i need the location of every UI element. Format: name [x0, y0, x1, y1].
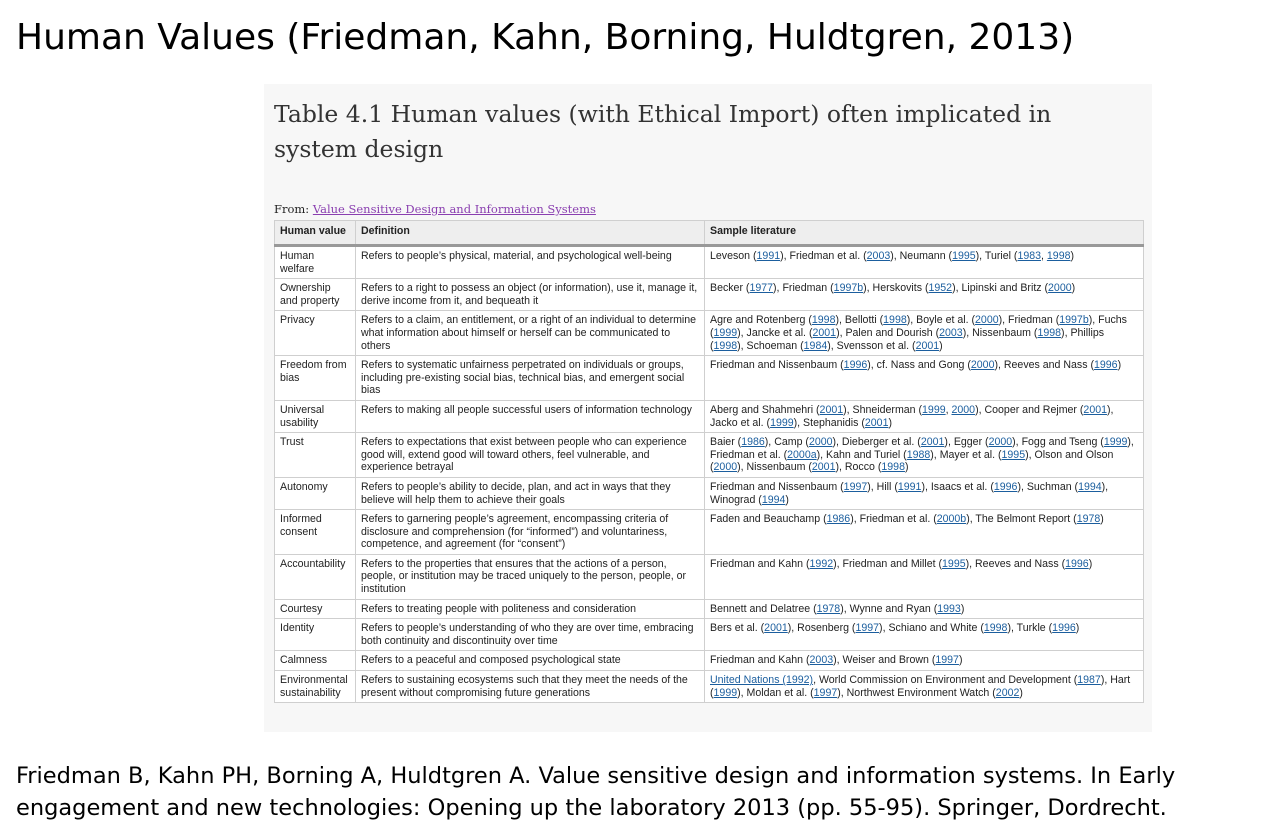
literature-text: Bennett and Delatree (	[710, 602, 817, 615]
literature-text: ), Jacko et al. (	[710, 403, 1114, 429]
citation-year-link[interactable]: 2000	[975, 314, 999, 327]
literature-text: ), Friedman et al. (	[710, 436, 1134, 461]
table-row	[275, 433, 1144, 478]
cell-sample-literature	[705, 356, 1144, 401]
citation-year-link[interactable]: 1997	[855, 622, 880, 635]
citation-year-link[interactable]: 2000	[713, 461, 738, 474]
cell-definition: Refers to treating people with politeness and consideration	[356, 599, 705, 619]
cell-human-value: Environmental sustainability	[275, 671, 356, 703]
citation-year-link[interactable]: 1994	[1078, 480, 1102, 493]
cell-definition: Refers to people’s understanding of who they are over time, embracing both continuity and discontinuity over time	[356, 619, 705, 651]
citation-year-link[interactable]: 1998	[713, 339, 738, 352]
table-row	[275, 311, 1144, 356]
literature-text: ), Friedman (	[773, 282, 834, 295]
cell-definition: Refers to a peaceful and composed psychological state	[356, 651, 705, 671]
cell-human-value: Calmness	[275, 651, 356, 671]
literature-text: ), Isaacs et al. (	[921, 480, 994, 493]
literature-text: ), Bellotti (	[835, 314, 884, 327]
literature-text: )	[939, 339, 943, 352]
table-row	[275, 477, 1144, 509]
cell-sample-literature	[705, 311, 1144, 356]
citation-year-link[interactable]: 2000	[808, 436, 833, 449]
literature-text: ), Turiel (	[975, 250, 1018, 262]
citation-year-link[interactable]: 1998	[811, 314, 836, 327]
cell-definition: Refers to a right to possess an object (or information), use it, manage it, derive income from it, and bequeath it	[356, 279, 705, 311]
citation-year-link[interactable]: 1997	[935, 654, 959, 667]
cell-sample-literature	[705, 400, 1144, 432]
citation-year-link[interactable]: 1999	[713, 686, 738, 699]
citation-year-link[interactable]: 1997	[843, 480, 868, 493]
citation-year-link[interactable]: 1999	[713, 326, 738, 339]
cell-definition: Refers to expectations that exist between people who can experience good will, extend good will toward others, feel vulnerable, and experience betrayal	[356, 433, 705, 478]
literature-text: ), Fogg and Tseng (	[1012, 436, 1104, 449]
literature-text: ), Friedman and Millet (	[833, 557, 943, 570]
citation-year-link[interactable]: 1998	[1046, 250, 1071, 262]
citation-year-link[interactable]: 2001	[915, 339, 940, 352]
citation-year-link[interactable]: 1997b	[833, 282, 864, 295]
literature-text: ), Svensson et al. (	[827, 339, 916, 352]
table-screenshot-panel	[264, 84, 1152, 732]
literature-text: ), Lipinski and Britz (	[952, 282, 1049, 295]
citation-year-link[interactable]: 1999	[770, 416, 794, 429]
literature-text: ), Reeves and Nass (	[994, 359, 1094, 372]
cell-sample-literature	[705, 510, 1144, 555]
citation-year-link[interactable]: 1999	[1103, 436, 1128, 449]
literature-text: ), Friedman (	[998, 314, 1060, 327]
citation-year-link[interactable]: 1978	[1076, 513, 1101, 526]
citation-year-link[interactable]: 1987	[1077, 674, 1101, 687]
table-row	[275, 671, 1144, 703]
citation-year-link[interactable]: 1986	[741, 436, 765, 449]
citation-year-link[interactable]: 1996	[1065, 557, 1089, 570]
literature-text: )	[888, 416, 892, 429]
literature-text: Aberg and Shahmehri (	[710, 403, 820, 416]
cell-human-value: Trust	[275, 433, 356, 478]
citation-year-link[interactable]: 1998	[983, 622, 1008, 635]
literature-text: , World Commission on Environment and Development (	[813, 674, 1078, 687]
citation-year-link[interactable]: 2001	[1083, 403, 1107, 416]
cell-sample-literature	[705, 246, 1144, 279]
literature-text: Becker (	[710, 282, 750, 295]
citation-year-link[interactable]: 1995	[1001, 448, 1026, 461]
source-line	[274, 202, 596, 216]
citation-year-link[interactable]: 1978	[816, 602, 841, 615]
literature-text: ), Nissenbaum (	[737, 461, 812, 474]
literature-text: ), Neumann (	[890, 250, 953, 262]
cell-definition: Refers to the properties that ensures that the actions of a person, people, or institution may be traced uniquely to the person, people, or institution	[356, 554, 705, 599]
cell-sample-literature	[705, 651, 1144, 671]
cell-definition: Refers to garnering people’s agreement, encompassing criteria of disclosure and comprehension (for “informed”) and voluntariness, competence, and agreement (for “consent”)	[356, 510, 705, 555]
literature-text: ), Wynne and Ryan (	[840, 602, 938, 615]
literature-text: ), Turkle (	[1007, 622, 1053, 635]
table-body	[275, 246, 1144, 703]
citation-year-link[interactable]: 1992	[809, 557, 834, 570]
literature-text: ), Fuchs (	[710, 314, 1127, 339]
column-header-human-value: Human value	[275, 221, 356, 246]
literature-text: )	[960, 602, 965, 615]
table-row	[275, 554, 1144, 599]
literature-text: ), Reeves and Nass (	[965, 557, 1066, 570]
literature-text: ), Friedman et al. (	[850, 513, 937, 526]
literature-text: )	[1019, 686, 1023, 699]
cell-human-value: Universal usability	[275, 400, 356, 432]
literature-text: Faden and Beauchamp (	[710, 513, 827, 526]
literature-text: ), Nissenbaum (	[962, 326, 1038, 339]
cell-definition: Refers to making all people successful users of information technology	[356, 400, 705, 432]
literature-text: )	[785, 493, 789, 506]
human-values-table	[274, 220, 1144, 703]
citation-year-link[interactable]: 2001	[864, 416, 889, 429]
cell-definition: Refers to people’s ability to decide, plan, and act in ways that they believe will help them to achieve their goals	[356, 477, 705, 509]
literature-text: ), cf. Nass and Gong (	[867, 359, 971, 372]
cell-human-value: Human welfare	[275, 246, 356, 279]
literature-text: ), Northwest Environment Watch (	[837, 686, 996, 699]
citation-year-link[interactable]: 1997b	[1059, 314, 1089, 327]
cell-sample-literature	[705, 279, 1144, 311]
literature-text: ), Palen and Dourish (	[836, 326, 940, 339]
literature-text: ), Moldan et al. (	[737, 686, 814, 699]
table-row	[275, 400, 1144, 432]
literature-text: ), Camp (	[764, 436, 809, 449]
citation-year-link[interactable]: 1999	[922, 403, 946, 416]
cell-human-value: Informed consent	[275, 510, 356, 555]
citation-year-link[interactable]: 2003	[809, 654, 834, 667]
citation-year-link[interactable]: 1998	[883, 314, 907, 327]
cell-human-value: Accountability	[275, 554, 356, 599]
cell-human-value: Privacy	[275, 311, 356, 356]
literature-text: )	[1070, 250, 1075, 262]
literature-text: ), Weiser and Brown (	[833, 654, 936, 667]
citation-year-link[interactable]: 1977	[749, 282, 774, 295]
citation-year-link[interactable]: 1991	[756, 250, 781, 262]
citation-year-link[interactable]: 2001	[811, 461, 836, 474]
citation-year-link[interactable]: 1996	[1052, 622, 1076, 635]
literature-text: ), Kahn and Turiel (	[816, 448, 907, 461]
literature-text: ), Rosenberg (	[787, 622, 856, 635]
literature-text: Agre and Rotenberg (	[710, 314, 812, 327]
cell-human-value: Identity	[275, 619, 356, 651]
table-row	[275, 356, 1144, 401]
literature-text: Bers et al. (	[710, 622, 765, 635]
table-row	[275, 651, 1144, 671]
citation-year-link[interactable]: 1994	[761, 493, 786, 506]
cell-definition: Refers to systematic unfairness perpetrated on individuals or groups, including pre-existing social bias, technical bias, and emergent social bias	[356, 356, 705, 401]
cell-sample-literature	[705, 671, 1144, 703]
citation-year-link[interactable]: United Nations (1992)	[710, 674, 814, 687]
literature-text: ), Hill (	[867, 480, 898, 493]
literature-text: ), Cooper and Rejmer (	[975, 403, 1084, 416]
table-row	[275, 279, 1144, 311]
table-header-row	[275, 221, 1144, 246]
citation-year-link[interactable]: 1988	[906, 448, 931, 461]
literature-text: Friedman and Nissenbaum (	[710, 480, 844, 493]
cell-sample-literature	[705, 477, 1144, 509]
citation-year-link[interactable]: 2003	[866, 250, 891, 262]
literature-text: ), Shneiderman (	[843, 403, 923, 416]
literature-text: )	[1117, 359, 1122, 372]
citation-year-link[interactable]: 2001	[819, 403, 844, 416]
cell-definition: Refers to people’s physical, material, and psychological well-being	[356, 246, 705, 279]
citation-year-link[interactable]: 1993	[937, 602, 961, 615]
literature-text: ), Suchman (	[1017, 480, 1079, 493]
cell-sample-literature	[705, 619, 1144, 651]
table-heading: Table 4.1 Human values (with Ethical Import) often implicated in system design	[274, 100, 1052, 163]
citation-year-link[interactable]: 1998	[881, 461, 905, 474]
literature-text: Baier (	[710, 436, 742, 449]
citation-year-link[interactable]: 1991	[897, 480, 922, 493]
citation-year-link[interactable]: 1996	[843, 359, 868, 372]
literature-text: Friedman and Nissenbaum (	[710, 359, 844, 372]
table-row	[275, 619, 1144, 651]
citation-year-link[interactable]: 2000	[951, 403, 976, 416]
cell-human-value: Autonomy	[275, 477, 356, 509]
literature-text: )	[1100, 513, 1104, 526]
literature-text: Friedman and Kahn (	[710, 654, 810, 667]
citation-year-link[interactable]: 2001	[764, 622, 788, 635]
literature-text: ), Schiano and White (	[879, 622, 984, 635]
literature-text: ), Phillips (	[710, 326, 1105, 352]
citation-year-link[interactable]: 2001	[812, 326, 837, 339]
table-row	[275, 599, 1144, 619]
literature-text: ), The Belmont Report (	[966, 513, 1077, 526]
citation-year-link[interactable]: 1983	[1017, 250, 1042, 262]
literature-text: ), Stephanidis (	[793, 416, 865, 429]
citation-year-link[interactable]: 2000	[970, 359, 995, 372]
literature-text: Leveson (	[710, 250, 757, 262]
literature-text: )	[904, 461, 909, 474]
literature-text: ), Rocco (	[835, 461, 882, 474]
citation-year-link[interactable]: 2000	[1048, 282, 1072, 295]
reference-citation: Friedman B, Kahn PH, Borning A, Huldtgren A. Value sensitive design and information systems. In Early engagement and new technologies: Opening up the laboratory 2013 (pp. 55-95). Springer, Dordrecht.	[16, 763, 1176, 821]
literature-text: ), Boyle et al. (	[906, 314, 976, 327]
literature-text: Friedman and Kahn (	[710, 557, 810, 570]
citation-year-link[interactable]: 1997	[813, 686, 838, 699]
literature-text: ), Hart (	[710, 674, 1131, 699]
table-row	[275, 246, 1144, 279]
literature-text: )	[958, 654, 963, 667]
citation-year-link[interactable]: 1952	[928, 282, 953, 295]
citation-year-link[interactable]: 1998	[1037, 326, 1062, 339]
literature-text: ,	[1041, 250, 1047, 262]
cell-human-value: Freedom from bias	[275, 356, 356, 401]
literature-text: ), Schoeman (	[737, 339, 804, 352]
cell-sample-literature	[705, 433, 1144, 478]
citation-year-link[interactable]: 2000a	[787, 448, 817, 461]
citation-year-link[interactable]: 2003	[939, 326, 963, 339]
literature-text: ,	[945, 403, 952, 416]
citation-year-link[interactable]: 1995	[952, 250, 976, 262]
column-header-sample-literature: Sample literature	[705, 221, 1144, 246]
literature-text: ), Olson and Olson (	[710, 448, 1114, 474]
citation-year-link[interactable]: 2002	[995, 686, 1020, 699]
literature-text: ), Friedman et al. (	[780, 250, 867, 262]
literature-text: ), Jancke et al. (	[737, 326, 813, 339]
cell-sample-literature	[705, 599, 1144, 619]
literature-text: )	[1075, 622, 1080, 635]
slide-title: Human Values (Friedman, Kahn, Borning, Huldtgren, 2013)	[16, 17, 1075, 58]
literature-text: ), Egger (	[944, 436, 989, 449]
citation-year-link[interactable]: 2001	[920, 436, 945, 449]
citation-year-link[interactable]: 1996	[1093, 359, 1118, 372]
source-prefix: From:	[274, 202, 313, 216]
cell-sample-literature	[705, 554, 1144, 599]
source-link[interactable]: Value Sensitive Design and Information Systems	[312, 202, 596, 216]
table-row	[275, 510, 1144, 555]
literature-text: ), Mayer et al. (	[930, 448, 1002, 461]
literature-text: ), Winograd (	[710, 480, 1109, 506]
cell-human-value: Ownership and property	[275, 279, 356, 311]
citation-year-link[interactable]: 1996	[993, 480, 1018, 493]
literature-text: ), Herskovits (	[863, 282, 929, 295]
column-header-definition: Definition	[356, 221, 705, 246]
citation-year-link[interactable]: 2000b	[936, 513, 967, 526]
cell-definition: Refers to sustaining ecosystems such that they meet the needs of the present without compromising future generations	[356, 671, 705, 703]
literature-text: )	[1088, 557, 1093, 570]
citation-year-link[interactable]: 1984	[803, 339, 828, 352]
citation-year-link[interactable]: 2000	[988, 436, 1013, 449]
citation-year-link[interactable]: 1995	[942, 557, 966, 570]
cell-human-value: Courtesy	[275, 599, 356, 619]
literature-text: ), Dieberger et al. (	[832, 436, 921, 449]
literature-text: )	[1071, 282, 1076, 295]
citation-year-link[interactable]: 1986	[826, 513, 851, 526]
cell-definition: Refers to a claim, an entitlement, or a right of an individual to determine what information about himself or herself can be communicated to others	[356, 311, 705, 356]
